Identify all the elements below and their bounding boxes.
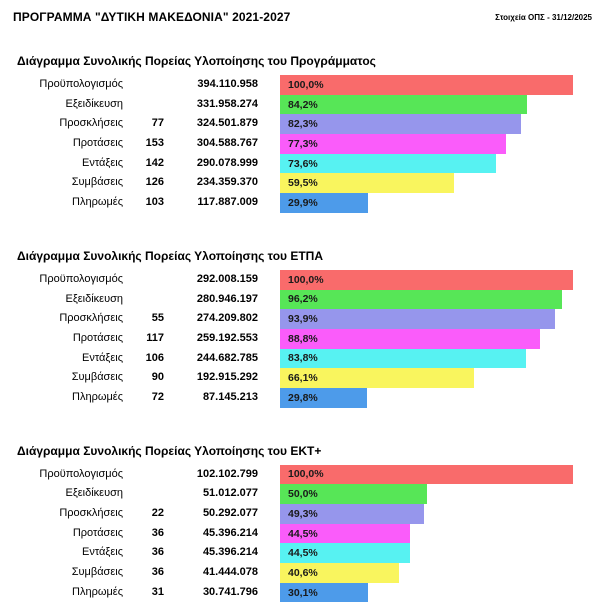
count-value: 126	[145, 176, 164, 189]
percent-label: 44,5%	[288, 527, 318, 540]
percent-label: 96,2%	[288, 293, 318, 306]
category-label: Συμβάσεις	[71, 371, 123, 384]
bar-track	[280, 270, 573, 290]
report-header	[13, 10, 600, 26]
bar-track	[280, 309, 573, 329]
chart-title: Διάγραμμα Συνολικής Πορείας Υλοποίησης του Προγράμματος	[17, 54, 376, 68]
amount-value: 41.444.078	[202, 566, 258, 579]
amount-value: 324.501.879	[196, 117, 258, 130]
category-label: Προσκλήσεις	[59, 507, 123, 519]
chart-row	[13, 368, 600, 388]
chart-row	[13, 524, 600, 544]
category-label: Πληρωμές	[72, 585, 123, 598]
bar-track	[280, 329, 573, 349]
bar	[280, 173, 454, 193]
amount-value: 87.145.213	[202, 390, 258, 403]
chart-row	[13, 193, 600, 213]
bar-track	[280, 504, 573, 524]
bar-track	[280, 563, 573, 583]
bar	[280, 484, 427, 504]
percent-label: 84,2%	[288, 98, 318, 111]
category-label: Προϋπολογισμός	[39, 78, 123, 90]
count-value: 153	[145, 137, 164, 150]
percent-label: 49,3%	[288, 507, 318, 520]
chart-title: Διάγραμμα Συνολικής Πορείας Υλοποίησης του ΕΤΠΑ	[17, 248, 324, 263]
chart-row	[13, 388, 600, 408]
count-value: 72	[151, 390, 164, 403]
count-value: 31	[151, 585, 164, 598]
percent-label: 83,8%	[288, 352, 318, 365]
category-label: Εντάξεις	[82, 546, 123, 559]
bar-track	[280, 95, 573, 115]
chart-row	[13, 504, 600, 524]
percent-label: 59,5%	[288, 177, 318, 190]
bar	[280, 368, 474, 388]
bar	[280, 270, 573, 290]
charts-container	[13, 54, 600, 602]
count-value	[123, 290, 164, 310]
bar	[280, 465, 573, 485]
chart-row	[13, 134, 600, 154]
amount-value: 280.946.197	[196, 292, 258, 305]
percent-label: 40,6%	[288, 566, 318, 579]
count-value	[123, 270, 164, 290]
category-label: Προτάσεις	[72, 331, 123, 344]
bar	[280, 309, 555, 329]
bar-track	[280, 349, 573, 369]
bar-track	[280, 154, 573, 174]
chart-row	[13, 583, 600, 603]
chart-row	[13, 349, 600, 369]
count-value: 117	[146, 331, 164, 344]
chart-row	[13, 114, 600, 134]
bar-track	[280, 134, 573, 154]
bar	[280, 154, 496, 174]
amount-value: 30.741.796	[202, 585, 258, 598]
percent-label: 29,9%	[288, 196, 318, 209]
amount-value: 274.209.802	[196, 312, 258, 325]
bar	[280, 290, 562, 310]
chart-row	[13, 484, 600, 504]
count-value: 36	[151, 546, 164, 559]
percent-label: 93,9%	[288, 313, 318, 326]
amount-value: 244.682.785	[196, 351, 258, 364]
chart-row	[13, 465, 600, 485]
bar-track	[280, 583, 573, 603]
percent-label: 50,0%	[288, 488, 318, 501]
amount-value: 50.292.077	[202, 507, 258, 519]
percent-label: 100,0%	[288, 273, 324, 286]
chart-row	[13, 543, 600, 563]
bar	[280, 524, 410, 544]
bar	[280, 504, 424, 524]
chart-section	[13, 249, 600, 408]
amount-value: 45.396.214	[202, 546, 258, 559]
bar	[280, 114, 521, 134]
count-value	[123, 465, 164, 485]
count-value	[123, 95, 164, 115]
category-label: Προτάσεις	[72, 526, 123, 539]
category-label: Συμβάσεις	[71, 566, 123, 579]
percent-label: 29,8%	[288, 391, 318, 404]
bar-track	[280, 524, 573, 544]
bar-track	[280, 368, 573, 388]
amount-value: 331.958.274	[196, 97, 258, 110]
category-label: Προϋπολογισμός	[39, 467, 123, 480]
count-value	[123, 75, 164, 95]
bar-track	[280, 114, 573, 134]
category-label: Προσκλήσεις	[59, 117, 123, 130]
bar	[280, 388, 367, 408]
bar-track	[280, 75, 573, 95]
chart-row	[13, 290, 600, 310]
bar-track	[280, 543, 573, 563]
count-value: 36	[151, 526, 164, 539]
category-label: Εξειδίκευση	[65, 292, 123, 305]
bar-track	[280, 173, 573, 193]
amount-value: 290.078.999	[196, 156, 258, 169]
amount-value: 292.008.159	[196, 272, 258, 285]
amount-value: 304.588.767	[196, 137, 258, 150]
category-label: Εξειδίκευση	[65, 487, 123, 500]
bar	[280, 563, 399, 583]
category-label: Προϋπολογισμός	[39, 272, 123, 285]
bar-track	[280, 290, 573, 310]
bar-track	[280, 193, 573, 213]
bar	[280, 193, 368, 213]
bar	[280, 543, 410, 563]
chart-row	[13, 329, 600, 349]
count-value: 106	[145, 351, 164, 364]
percent-label: 88,8%	[288, 332, 318, 345]
amount-value: 102.102.799	[196, 467, 258, 480]
count-value: 55	[151, 312, 164, 325]
amount-value: 234.359.370	[196, 176, 258, 189]
count-value: 142	[145, 156, 164, 169]
percent-label: 30,1%	[288, 586, 318, 599]
amount-value: 259.192.553	[196, 331, 258, 344]
chart-row	[13, 173, 600, 193]
percent-label: 66,1%	[288, 372, 318, 385]
bar	[280, 349, 526, 369]
chart-row	[13, 95, 600, 115]
category-label: Προτάσεις	[72, 137, 123, 150]
percent-label: 100,0%	[288, 78, 324, 91]
amount-value: 51.012.077	[202, 487, 258, 500]
bar	[280, 75, 573, 95]
percent-label: 73,6%	[288, 157, 318, 170]
amount-value: 192.915.292	[196, 371, 258, 384]
chart-row	[13, 154, 600, 174]
percent-label: 44,5%	[288, 547, 318, 560]
count-value: 103	[145, 196, 164, 209]
percent-label: 77,3%	[288, 137, 318, 150]
chart-row	[13, 563, 600, 583]
bar	[280, 95, 527, 115]
bar	[280, 329, 540, 349]
bar	[280, 134, 506, 154]
percent-label: 82,3%	[288, 118, 318, 131]
chart-row	[13, 75, 600, 95]
amount-value: 45.396.214	[202, 526, 258, 539]
percent-label: 100,0%	[288, 468, 324, 481]
category-label: Πληρωμές	[72, 390, 123, 403]
bar-track	[280, 465, 573, 485]
category-label: Εξειδίκευση	[65, 97, 123, 110]
bar-track	[280, 388, 573, 408]
category-label: Εντάξεις	[82, 351, 123, 364]
count-value	[123, 484, 164, 504]
chart-title: Διάγραμμα Συνολικής Πορείας Υλοποίησης του ΕΚΤ+	[17, 443, 322, 458]
chart-row	[13, 309, 600, 329]
bar	[280, 583, 368, 603]
category-label: Προσκλήσεις	[59, 312, 123, 325]
chart-section	[13, 444, 600, 603]
amount-value: 117.887.009	[197, 196, 258, 209]
amount-value: 394.110.958	[197, 78, 258, 90]
category-label: Εντάξεις	[82, 156, 123, 169]
count-value: 22	[151, 507, 164, 519]
category-label: Πληρωμές	[72, 196, 123, 209]
page-title: ΠΡΟΓΡΑΜΜΑ "ΔΥΤΙΚΗ ΜΑΚΕΔΟΝΙΑ" 2021-2027	[13, 10, 291, 24]
count-value: 77	[151, 117, 164, 130]
chart-section	[13, 54, 600, 213]
category-label: Συμβάσεις	[71, 176, 123, 189]
count-value: 90	[151, 371, 164, 384]
chart-row	[13, 270, 600, 290]
count-value: 36	[151, 566, 164, 579]
data-source-note: Στοιχεία ΟΠΣ - 31/12/2025	[495, 13, 592, 22]
bar-track	[280, 484, 573, 504]
